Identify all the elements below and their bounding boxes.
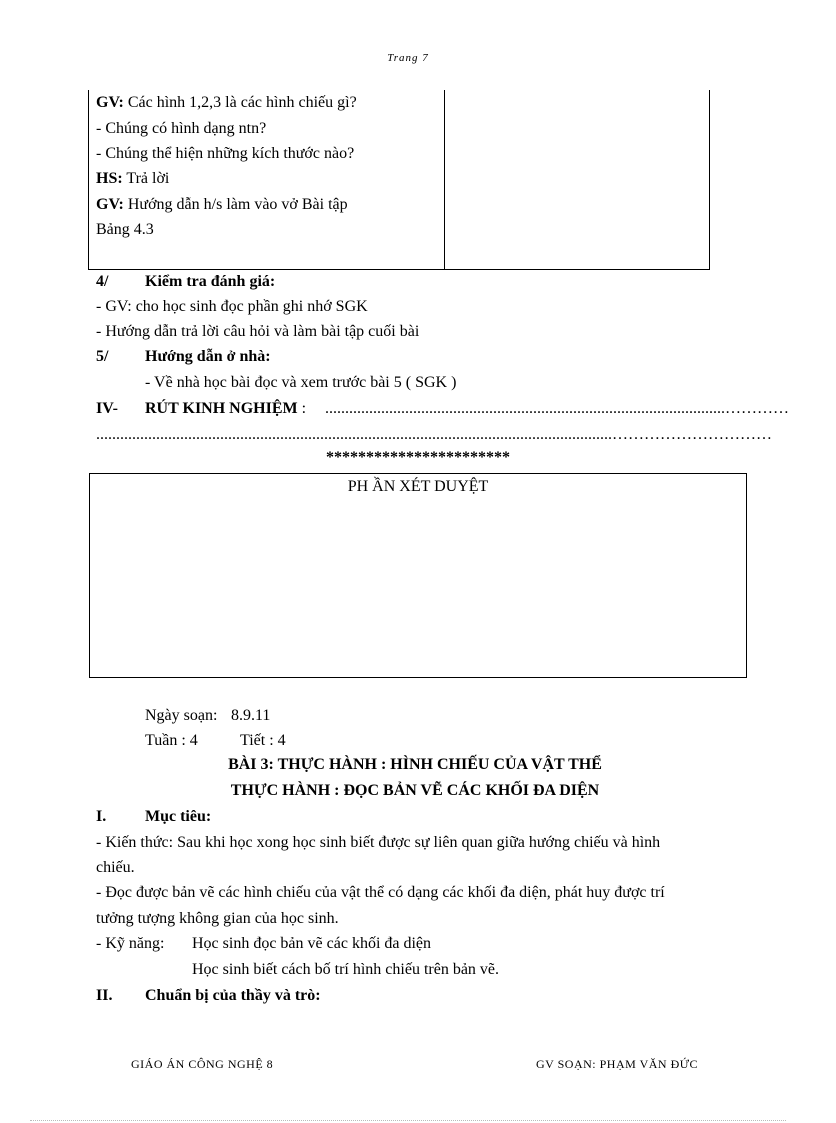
skills-line: Học sinh biết cách bố trí hình chiếu trên bản vẽ. [192, 961, 500, 978]
week-label: Tuần : 4 [145, 732, 198, 749]
table-border-bottom [88, 269, 710, 270]
section-i-line: - Đọc được bản vẽ các hình chiếu của vật thể có dạng các khối đa diện, phát huy được trí [96, 884, 665, 901]
period-label: Tiết : 4 [240, 732, 286, 749]
separator-stars: *********************** [326, 449, 510, 466]
lesson-title-1: BÀI 3: THỰC HÀNH : HÌNH CHIẾU CỦA VẬT THỂ [228, 756, 602, 773]
section-ii-title: Chuẩn bị của thầy và trò: [145, 987, 321, 1004]
section-4-number: 4/ [96, 273, 109, 290]
section-iv-heading [145, 400, 306, 418]
section-iv-number: IV- [96, 400, 118, 417]
lesson-title-2: THỰC HÀNH : ĐỌC BẢN VẼ CÁC KHỐI ĐA DIỆN [230, 782, 600, 799]
table-row [96, 145, 354, 163]
section-4-line: - GV: cho học sinh đọc phần ghi nhớ SGK [96, 298, 368, 315]
approval-title: PH ẦN XÉT DUYỆT [347, 478, 489, 495]
section-4-title: Kiểm tra đánh giá: [145, 273, 276, 290]
section-5-number: 5/ [96, 348, 109, 365]
section-5-line: - Về nhà học bài đọc và xem trước bài 5 ( SGK ) [145, 374, 457, 391]
section-iv-colon: : [297, 400, 307, 417]
row-text: Các hình 1,2,3 là các hình chiếu gì? [123, 94, 357, 111]
date-label: Ngày soạn: [145, 707, 218, 724]
section-i-number: I. [96, 808, 107, 825]
row-text: - Chúng thể hiện những kích thước nào? [96, 145, 355, 162]
section-5-title: Hướng dẫn ở nhà: [145, 348, 271, 365]
section-4-line: - Hướng dẫn trả lời câu hỏi và làm bài tập cuối bài [96, 323, 420, 340]
row-text: Bảng 4.3 [96, 221, 154, 238]
row-label: HS: [96, 170, 123, 187]
table-row [96, 170, 169, 188]
section-iv-dots-line2: .................................................................................................................................………………………… [96, 426, 772, 443]
table-row [96, 196, 348, 214]
row-text: Trả lời [122, 170, 170, 187]
skills-label: - Kỹ năng: [96, 935, 165, 952]
row-text: - Chúng có hình dạng ntn? [96, 120, 267, 137]
section-iv-title: RÚT KINH NGHIỆM [145, 400, 298, 417]
section-ii-number: II. [96, 987, 113, 1004]
footer-right: GV SOẠN: PHẠM VĂN ĐỨC [536, 1057, 699, 1071]
footer-dotted-rule [30, 1120, 786, 1121]
table-row [96, 221, 154, 239]
table-border-middle [444, 90, 445, 270]
table-border-left [88, 90, 89, 270]
date-value: 8.9.11 [231, 707, 271, 724]
table-border-right [709, 90, 710, 270]
section-i-title: Mục tiêu: [145, 808, 212, 825]
row-label: GV: [96, 196, 124, 213]
row-text: Hướng dẫn h/s làm vào vở Bài tập [123, 196, 348, 213]
table-row [96, 94, 357, 112]
footer-left: GIÁO ÁN CÔNG NGHỆ 8 [131, 1057, 274, 1071]
skills-line: Học sinh đọc bản vẽ các khối đa diện [192, 935, 432, 952]
table-row [96, 120, 266, 138]
page-number: Trang 7 [387, 52, 429, 64]
approval-box [89, 473, 747, 678]
section-i-line: chiếu. [96, 859, 135, 876]
section-iv-dots: ....................................................................................................………… [325, 400, 789, 417]
section-i-line: - Kiến thức: Sau khi học xong học sinh biết được sự liên quan giữa hướng chiếu và hình [96, 834, 661, 851]
row-label: GV: [96, 94, 124, 111]
section-i-line: tưởng tượng không gian của học sinh. [96, 910, 339, 927]
